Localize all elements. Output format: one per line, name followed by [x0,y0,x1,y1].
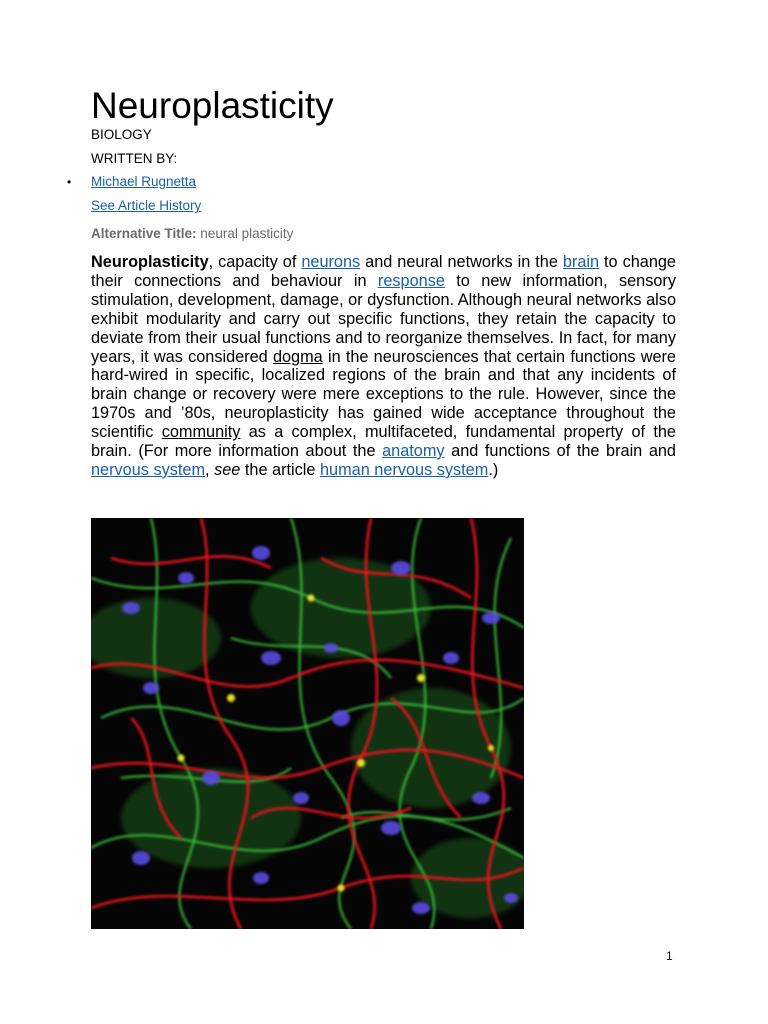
paragraph-text: .) [488,460,499,479]
paragraph-term: Neuroplasticity [91,253,209,271]
human-nervous-system-link[interactable]: human nervous system [319,460,489,479]
written-by-label: WRITTEN BY: [91,151,178,166]
category-label: BIOLOGY [91,127,152,142]
article-history-link[interactable]: See Article History [91,198,202,213]
nervous-system-link[interactable]: nervous system [91,460,206,479]
alt-title-label: Alternative Title: [91,226,197,241]
history-row [91,197,201,215]
author-link[interactable]: Michael Rugnetta [91,174,197,189]
alternative-title [91,225,293,243]
paragraph-text: to change their connections and behaviour in [91,253,676,290]
paragraph-text: , [205,460,215,479]
neurons-link[interactable]: neurons [301,253,361,271]
neuron-micrograph [91,518,524,929]
anatomy-link[interactable]: anatomy [382,442,445,461]
alt-title-value: neural plasticity [200,226,294,241]
page-number: 1 [666,949,673,963]
paragraph-text: as a complex, multifaceted, fundamental property of the brain. (For more information about the [91,423,676,461]
paragraph-text: the article [240,460,320,479]
see-italic: see [214,460,241,479]
bullet-icon: • [67,175,72,189]
paragraph-text: in the neurosciences that certain functions were hard-wired in specific, localized regions of the brain and that any incidents of brain change or recovery were mere exceptions to the rule. However, since the 1970s and ’80s, neuroplasticity has gained wide acceptance throughout the scientific [91,347,676,442]
neuron-micrograph-image [91,518,524,929]
paragraph-text: and neural networks in the [360,253,563,271]
paragraph-text: to new information, sensory stimulation, development, damage, or dysfunction. Although neural networks also exhibit modularity and carry out specific functions, they retain the capacity to deviate from their usual functions and to reorganize themselves. In fact, for many years, it was considered [91,271,676,366]
brain-link[interactable]: brain [562,253,600,271]
paragraph-text: and functions of the brain and [444,442,676,461]
intro-paragraph [91,253,676,480]
dogma-term[interactable]: dogma [272,347,323,366]
community-term[interactable]: community [161,423,241,442]
paragraph-text: , capacity of [208,253,302,271]
author-row [91,173,196,191]
response-link[interactable]: response [377,271,445,290]
page-title: Neuroplasticity [91,85,334,126]
